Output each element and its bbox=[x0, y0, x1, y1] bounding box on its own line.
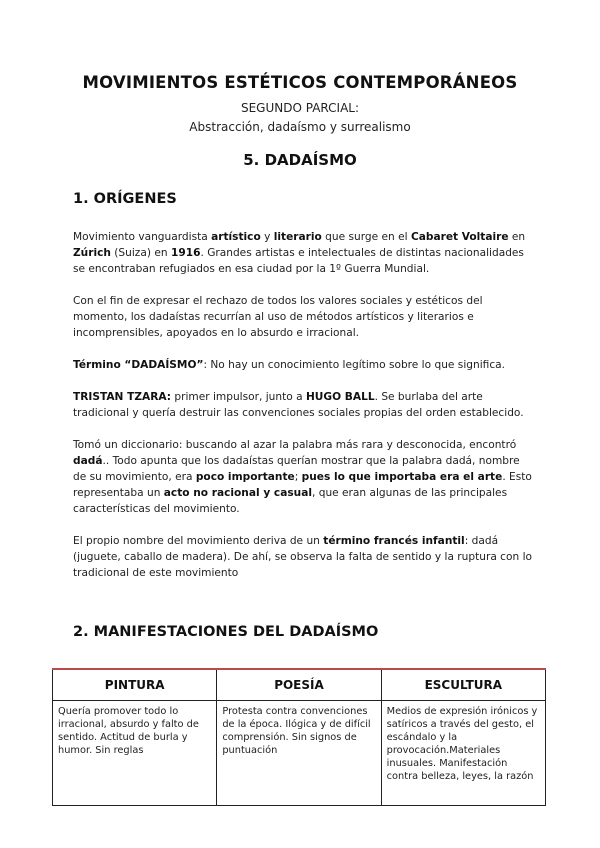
heading-manifestaciones: 2. MANIFESTACIONES DEL DADAÍSMO bbox=[73, 624, 379, 640]
heading-origenes: 1. ORÍGENES bbox=[73, 191, 177, 207]
column-header-poesia: POESÍA bbox=[217, 669, 381, 701]
paragraph-diccionario: Tomó un diccionario: buscando al azar la palabra más rara y desconocida, encontró dadá.. Todo apunta que los dadaístas querían mostrar que la palabra dadá, nombre de su movimiento, era poco importante; pues lo que importaba era el arte. Esto representaba un acto no racional y casual, que eran algunas de las principales características del movimiento. bbox=[73, 439, 532, 515]
document-title: MOVIMIENTOS ESTÉTICOS CONTEMPORÁNEOS bbox=[82, 73, 518, 92]
manifestaciones-table bbox=[52, 668, 546, 806]
section-title: 5. DADAÍSMO bbox=[243, 151, 357, 169]
paragraph-tzara: TRISTAN TZARA: primer impulsor, junto a HUGO BALL. Se burlaba del arte tradicional y quería destruir las convenciones sociales propias del orden establecido. bbox=[73, 391, 524, 419]
subtitle-line-1: SEGUNDO PARCIAL: bbox=[240, 101, 360, 115]
cell-pintura: Quería promover todo lo irracional, absurdo y falto de sentido. Actitud de burla y humor. Sin reglas bbox=[53, 701, 217, 806]
column-header-escultura: ESCULTURA bbox=[381, 669, 545, 701]
paragraph-intro: Movimiento vanguardista artístico y literario que surge en el Cabaret Voltaire en Zúrich (Suiza) en 1916. Grandes artistas e intelectuales de distintas nacionalidades se encontraban refugiados en esa ciudad por la 1º Guerra Mundial. bbox=[73, 231, 526, 275]
paragraph-nombre: El propio nombre del movimiento deriva de un término francés infantil: dadá (juguete, caballo de madera). De ahí, se observa la falta de sentido y la ruptura con lo tradicional de este movimiento bbox=[73, 535, 532, 579]
table-header-row bbox=[53, 669, 546, 701]
cell-poesia: Protesta contra convenciones de la época. Ilógica y de difícil comprensión. Sin signos de puntuación bbox=[217, 701, 381, 806]
document-subtitle bbox=[0, 99, 600, 137]
table-row bbox=[53, 701, 546, 806]
paragraph-termino: Término “DADAÍSMO”: No hay un conocimiento legítimo sobre lo que significa. bbox=[73, 359, 505, 371]
subtitle-line-2: Abstracción, dadaísmo y surrealismo bbox=[189, 120, 411, 134]
column-header-pintura: PINTURA bbox=[53, 669, 217, 701]
paragraph-rechazo: Con el fin de expresar el rechazo de todos los valores sociales y estéticos del momento, los dadaístas recurrían al uso de métodos artísticos y literarios e incomprensibles, apoyados en lo absurdo e irracional. bbox=[73, 295, 483, 339]
cell-escultura: Medios de expresión irónicos y satíricos a través del gesto, el escándalo y la provocación.Materiales inusuales. Manifestación contra belleza, leyes, la razón bbox=[381, 701, 545, 806]
